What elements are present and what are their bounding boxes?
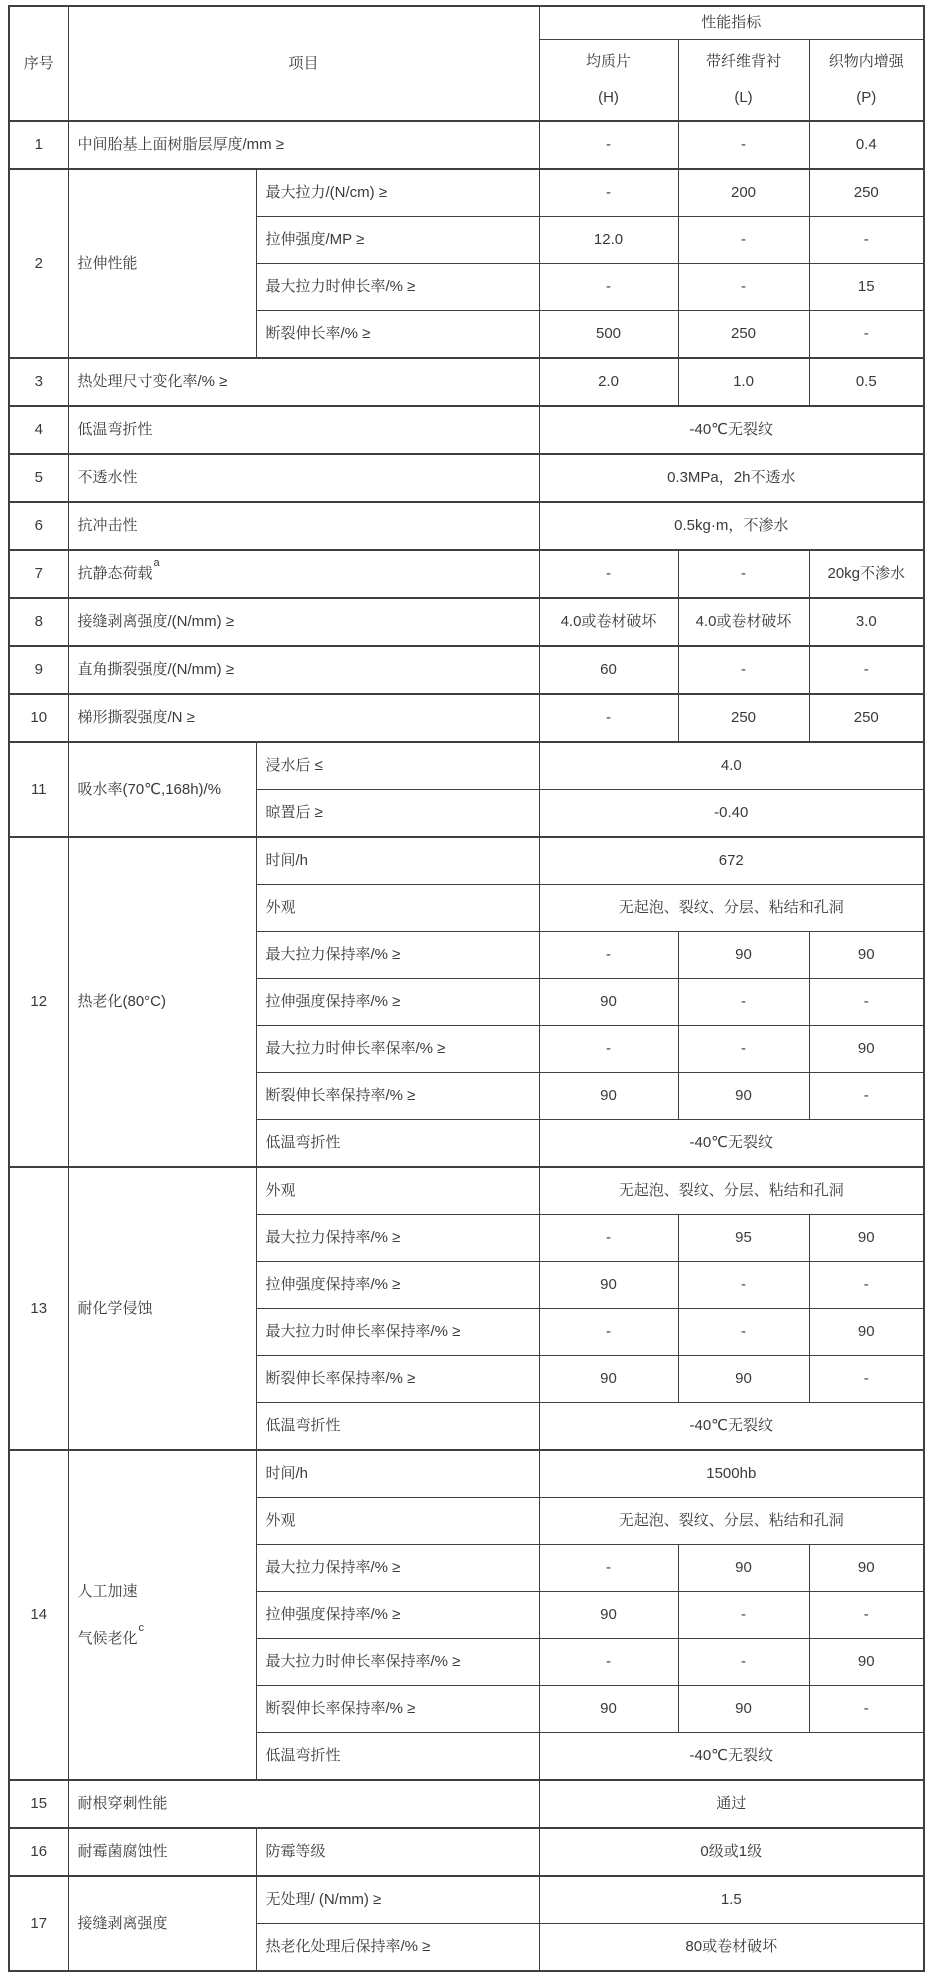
item-cell: 不透水性 bbox=[68, 454, 539, 502]
value-cell: 90 bbox=[539, 1073, 678, 1120]
item-cell: 热老化(80°C) bbox=[68, 837, 256, 1167]
value-cell: 0.5 bbox=[809, 358, 924, 406]
item-cell: 最大拉力时伸长率保持率/% ≥ bbox=[256, 1639, 539, 1686]
item-cell: 中间胎基上面树脂层厚度/mm ≥ bbox=[68, 121, 539, 169]
value-cell: - bbox=[809, 217, 924, 264]
value-cell: - bbox=[539, 550, 678, 598]
value-cell: 250 bbox=[809, 694, 924, 742]
value-cell: - bbox=[678, 1026, 809, 1073]
item-cell: 抗静态荷载$^a$ bbox=[68, 550, 539, 598]
serial-cell: 11 bbox=[9, 742, 68, 837]
item-cell: 拉伸强度保持率/% ≥ bbox=[256, 979, 539, 1026]
value-cell: - bbox=[539, 932, 678, 979]
footnote-marker: a bbox=[153, 557, 160, 569]
value-cell: 672 bbox=[539, 837, 924, 885]
value-cell: 15 bbox=[809, 264, 924, 311]
value-cell: 60 bbox=[539, 646, 678, 694]
table-row bbox=[9, 837, 924, 885]
col-header-serial: 序号 bbox=[9, 6, 68, 121]
value-cell: 250 bbox=[809, 169, 924, 217]
item-cell bbox=[68, 1450, 256, 1780]
value-cell: 3.0 bbox=[809, 598, 924, 646]
value-cell: 90 bbox=[678, 1686, 809, 1733]
item-cell: 直角撕裂强度/(N/mm) ≥ bbox=[68, 646, 539, 694]
item-line: 人工加速 bbox=[77, 1582, 138, 1600]
value-cell: 无起泡、裂纹、分层、粘结和孔洞 bbox=[539, 1498, 924, 1545]
item-cell: 耐化学侵蚀 bbox=[68, 1167, 256, 1450]
value-cell: 250 bbox=[678, 311, 809, 359]
item-cell: 最大拉力/(N/cm) ≥ bbox=[256, 169, 539, 217]
table-row bbox=[9, 502, 924, 550]
item-cell: 低温弯折性 bbox=[68, 406, 539, 454]
col-header-p-name: 织物内增强 bbox=[828, 53, 904, 70]
col-header-fabric-reinforced-p bbox=[809, 40, 924, 122]
value-cell: 90 bbox=[678, 1545, 809, 1592]
value-cell: - bbox=[539, 264, 678, 311]
item-cell: 断裂伸长率/% ≥ bbox=[256, 311, 539, 359]
table-row bbox=[9, 1876, 924, 1924]
value-cell: 1.0 bbox=[678, 358, 809, 406]
item-cell: 热处理尺寸变化率/% ≥ bbox=[68, 358, 539, 406]
header-row-top bbox=[9, 6, 924, 40]
value-cell: - bbox=[678, 217, 809, 264]
value-cell: - bbox=[678, 1592, 809, 1639]
value-cell: -40℃无裂纹 bbox=[539, 1403, 924, 1451]
serial-cell: 5 bbox=[9, 454, 68, 502]
value-cell: - bbox=[809, 979, 924, 1026]
item-cell: 拉伸强度保持率/% ≥ bbox=[256, 1592, 539, 1639]
value-cell: 0.5kg·m，不渗水 bbox=[539, 502, 924, 550]
value-cell: 20kg不渗水 bbox=[809, 550, 924, 598]
item-cell: 浸水后 ≤ bbox=[256, 742, 539, 790]
value-cell: 90 bbox=[678, 1356, 809, 1403]
value-cell: 90 bbox=[809, 1026, 924, 1073]
item-cell: 外观 bbox=[256, 885, 539, 932]
item-cell: 低温弯折性 bbox=[256, 1120, 539, 1168]
col-header-performance-group: 性能指标 bbox=[539, 6, 924, 40]
item-cell: 最大拉力保持率/% ≥ bbox=[256, 932, 539, 979]
item-cell: 拉伸强度/MP ≥ bbox=[256, 217, 539, 264]
table-row bbox=[9, 169, 924, 217]
value-cell: 250 bbox=[678, 694, 809, 742]
table-row bbox=[9, 1167, 924, 1215]
item-line: 气候老化$^c$ bbox=[77, 1621, 145, 1647]
table-row bbox=[9, 694, 924, 742]
item-cell: 耐霉菌腐蚀性 bbox=[68, 1828, 256, 1876]
item-cell: 最大拉力时伸长率保持率/% ≥ bbox=[256, 1309, 539, 1356]
value-cell: - bbox=[539, 1545, 678, 1592]
value-cell: 90 bbox=[539, 1356, 678, 1403]
value-cell: - bbox=[678, 979, 809, 1026]
value-cell: - bbox=[539, 169, 678, 217]
value-cell: - bbox=[539, 1215, 678, 1262]
item-cell: 梯形撕裂强度/N ≥ bbox=[68, 694, 539, 742]
footnote-marker: c bbox=[138, 1621, 145, 1634]
value-cell: 1.5 bbox=[539, 1876, 924, 1924]
value-cell: - bbox=[678, 1639, 809, 1686]
value-cell: 通过 bbox=[539, 1780, 924, 1828]
value-cell: 90 bbox=[809, 1545, 924, 1592]
item-cell: 时间/h bbox=[256, 1450, 539, 1498]
value-cell: - bbox=[809, 311, 924, 359]
value-cell: - bbox=[539, 694, 678, 742]
col-header-l-name: 带纤维背衬 bbox=[706, 53, 782, 70]
value-cell: 2.0 bbox=[539, 358, 678, 406]
value-cell: 90 bbox=[678, 1073, 809, 1120]
col-header-h-code: (H) bbox=[598, 89, 619, 106]
value-cell: - bbox=[809, 1073, 924, 1120]
serial-cell: 7 bbox=[9, 550, 68, 598]
value-cell: 0.4 bbox=[809, 121, 924, 169]
table-row bbox=[9, 550, 924, 598]
col-header-p-code: (P) bbox=[856, 89, 877, 106]
value-cell: - bbox=[678, 1262, 809, 1309]
serial-cell: 16 bbox=[9, 1828, 68, 1876]
serial-cell: 1 bbox=[9, 121, 68, 169]
value-cell: 90 bbox=[809, 932, 924, 979]
item-cell: 晾置后 ≥ bbox=[256, 790, 539, 838]
serial-cell: 2 bbox=[9, 169, 68, 358]
value-cell: 90 bbox=[809, 1639, 924, 1686]
item-cell: 抗冲击性 bbox=[68, 502, 539, 550]
serial-cell: 15 bbox=[9, 1780, 68, 1828]
serial-cell: 6 bbox=[9, 502, 68, 550]
value-cell: 12.0 bbox=[539, 217, 678, 264]
table-header bbox=[9, 6, 924, 121]
value-cell: - bbox=[678, 550, 809, 598]
serial-cell: 13 bbox=[9, 1167, 68, 1450]
serial-cell: 9 bbox=[9, 646, 68, 694]
value-cell: 90 bbox=[809, 1215, 924, 1262]
serial-cell: 14 bbox=[9, 1450, 68, 1780]
item-cell: 热老化处理后保持率/% ≥ bbox=[256, 1924, 539, 1972]
value-cell: 90 bbox=[539, 1592, 678, 1639]
performance-table bbox=[8, 5, 925, 1972]
table-row bbox=[9, 454, 924, 502]
table-row bbox=[9, 1450, 924, 1498]
serial-cell: 10 bbox=[9, 694, 68, 742]
value-cell: - bbox=[678, 121, 809, 169]
serial-cell: 17 bbox=[9, 1876, 68, 1971]
value-cell: 无起泡、裂纹、分层、粘结和孔洞 bbox=[539, 1167, 924, 1215]
value-cell: 4.0或卷材破坏 bbox=[539, 598, 678, 646]
item-cell: 拉伸强度保持率/% ≥ bbox=[256, 1262, 539, 1309]
value-cell: 95 bbox=[678, 1215, 809, 1262]
table-row bbox=[9, 1828, 924, 1876]
serial-cell: 8 bbox=[9, 598, 68, 646]
item-cell: 断裂伸长率保持率/% ≥ bbox=[256, 1073, 539, 1120]
value-cell: - bbox=[809, 1356, 924, 1403]
table-row bbox=[9, 1780, 924, 1828]
value-cell: -0.40 bbox=[539, 790, 924, 838]
item-cell: 吸水率(70℃,168h)/% bbox=[68, 742, 256, 837]
value-cell: - bbox=[809, 1592, 924, 1639]
item-cell: 最大拉力保持率/% ≥ bbox=[256, 1215, 539, 1262]
value-cell: - bbox=[809, 1686, 924, 1733]
item-cell: 断裂伸长率保持率/% ≥ bbox=[256, 1356, 539, 1403]
serial-cell: 3 bbox=[9, 358, 68, 406]
item-cell: 拉伸性能 bbox=[68, 169, 256, 358]
item-cell: 接缝剥离强度 bbox=[68, 1876, 256, 1971]
value-cell: 0.3MPa，2h不透水 bbox=[539, 454, 924, 502]
value-cell: -40℃无裂纹 bbox=[539, 406, 924, 454]
value-cell: - bbox=[809, 1262, 924, 1309]
item-cell: 无处理/ (N/mm) ≥ bbox=[256, 1876, 539, 1924]
col-header-fiber-backed-l bbox=[678, 40, 809, 122]
value-cell: 4.0 bbox=[539, 742, 924, 790]
item-cell: 时间/h bbox=[256, 837, 539, 885]
value-cell: 90 bbox=[539, 979, 678, 1026]
value-cell: 90 bbox=[678, 932, 809, 979]
value-cell: 200 bbox=[678, 169, 809, 217]
item-cell: 最大拉力时伸长率保率/% ≥ bbox=[256, 1026, 539, 1073]
item-cell: 接缝剥离强度/(N/mm) ≥ bbox=[68, 598, 539, 646]
value-cell: 90 bbox=[539, 1686, 678, 1733]
value-cell: 0级或1级 bbox=[539, 1828, 924, 1876]
value-cell: -40℃无裂纹 bbox=[539, 1733, 924, 1781]
value-cell: - bbox=[809, 646, 924, 694]
col-header-item: 项目 bbox=[68, 6, 539, 121]
item-cell: 断裂伸长率保持率/% ≥ bbox=[256, 1686, 539, 1733]
item-cell: 防霉等级 bbox=[256, 1828, 539, 1876]
value-cell: - bbox=[539, 1639, 678, 1686]
value-cell: 500 bbox=[539, 311, 678, 359]
item-cell: 外观 bbox=[256, 1167, 539, 1215]
item-cell: 低温弯折性 bbox=[256, 1733, 539, 1781]
col-header-l-code: (L) bbox=[734, 89, 753, 106]
col-header-homogeneous-h bbox=[539, 40, 678, 122]
value-cell: - bbox=[539, 1026, 678, 1073]
serial-cell: 4 bbox=[9, 406, 68, 454]
col-header-h-name: 均质片 bbox=[586, 53, 632, 70]
item-cell: 耐根穿刺性能 bbox=[68, 1780, 539, 1828]
item-cell: 最大拉力时伸长率/% ≥ bbox=[256, 264, 539, 311]
value-cell: 90 bbox=[539, 1262, 678, 1309]
value-cell: 无起泡、裂纹、分层、粘结和孔洞 bbox=[539, 885, 924, 932]
item-cell: 最大拉力保持率/% ≥ bbox=[256, 1545, 539, 1592]
table-row bbox=[9, 598, 924, 646]
value-cell: - bbox=[539, 121, 678, 169]
table-row bbox=[9, 406, 924, 454]
value-cell: -40℃无裂纹 bbox=[539, 1120, 924, 1168]
table-row bbox=[9, 358, 924, 406]
item-cell: 外观 bbox=[256, 1498, 539, 1545]
value-cell: - bbox=[539, 1309, 678, 1356]
value-cell: 90 bbox=[809, 1309, 924, 1356]
serial-cell: 12 bbox=[9, 837, 68, 1167]
value-cell: 4.0或卷材破坏 bbox=[678, 598, 809, 646]
table-body bbox=[9, 121, 924, 1971]
value-cell: 80或卷材破坏 bbox=[539, 1924, 924, 1972]
value-cell: - bbox=[678, 264, 809, 311]
value-cell: - bbox=[678, 646, 809, 694]
value-cell: - bbox=[678, 1309, 809, 1356]
table-row bbox=[9, 742, 924, 790]
value-cell: 1500hb bbox=[539, 1450, 924, 1498]
table-row bbox=[9, 121, 924, 169]
table-row bbox=[9, 646, 924, 694]
item-cell: 低温弯折性 bbox=[256, 1403, 539, 1451]
